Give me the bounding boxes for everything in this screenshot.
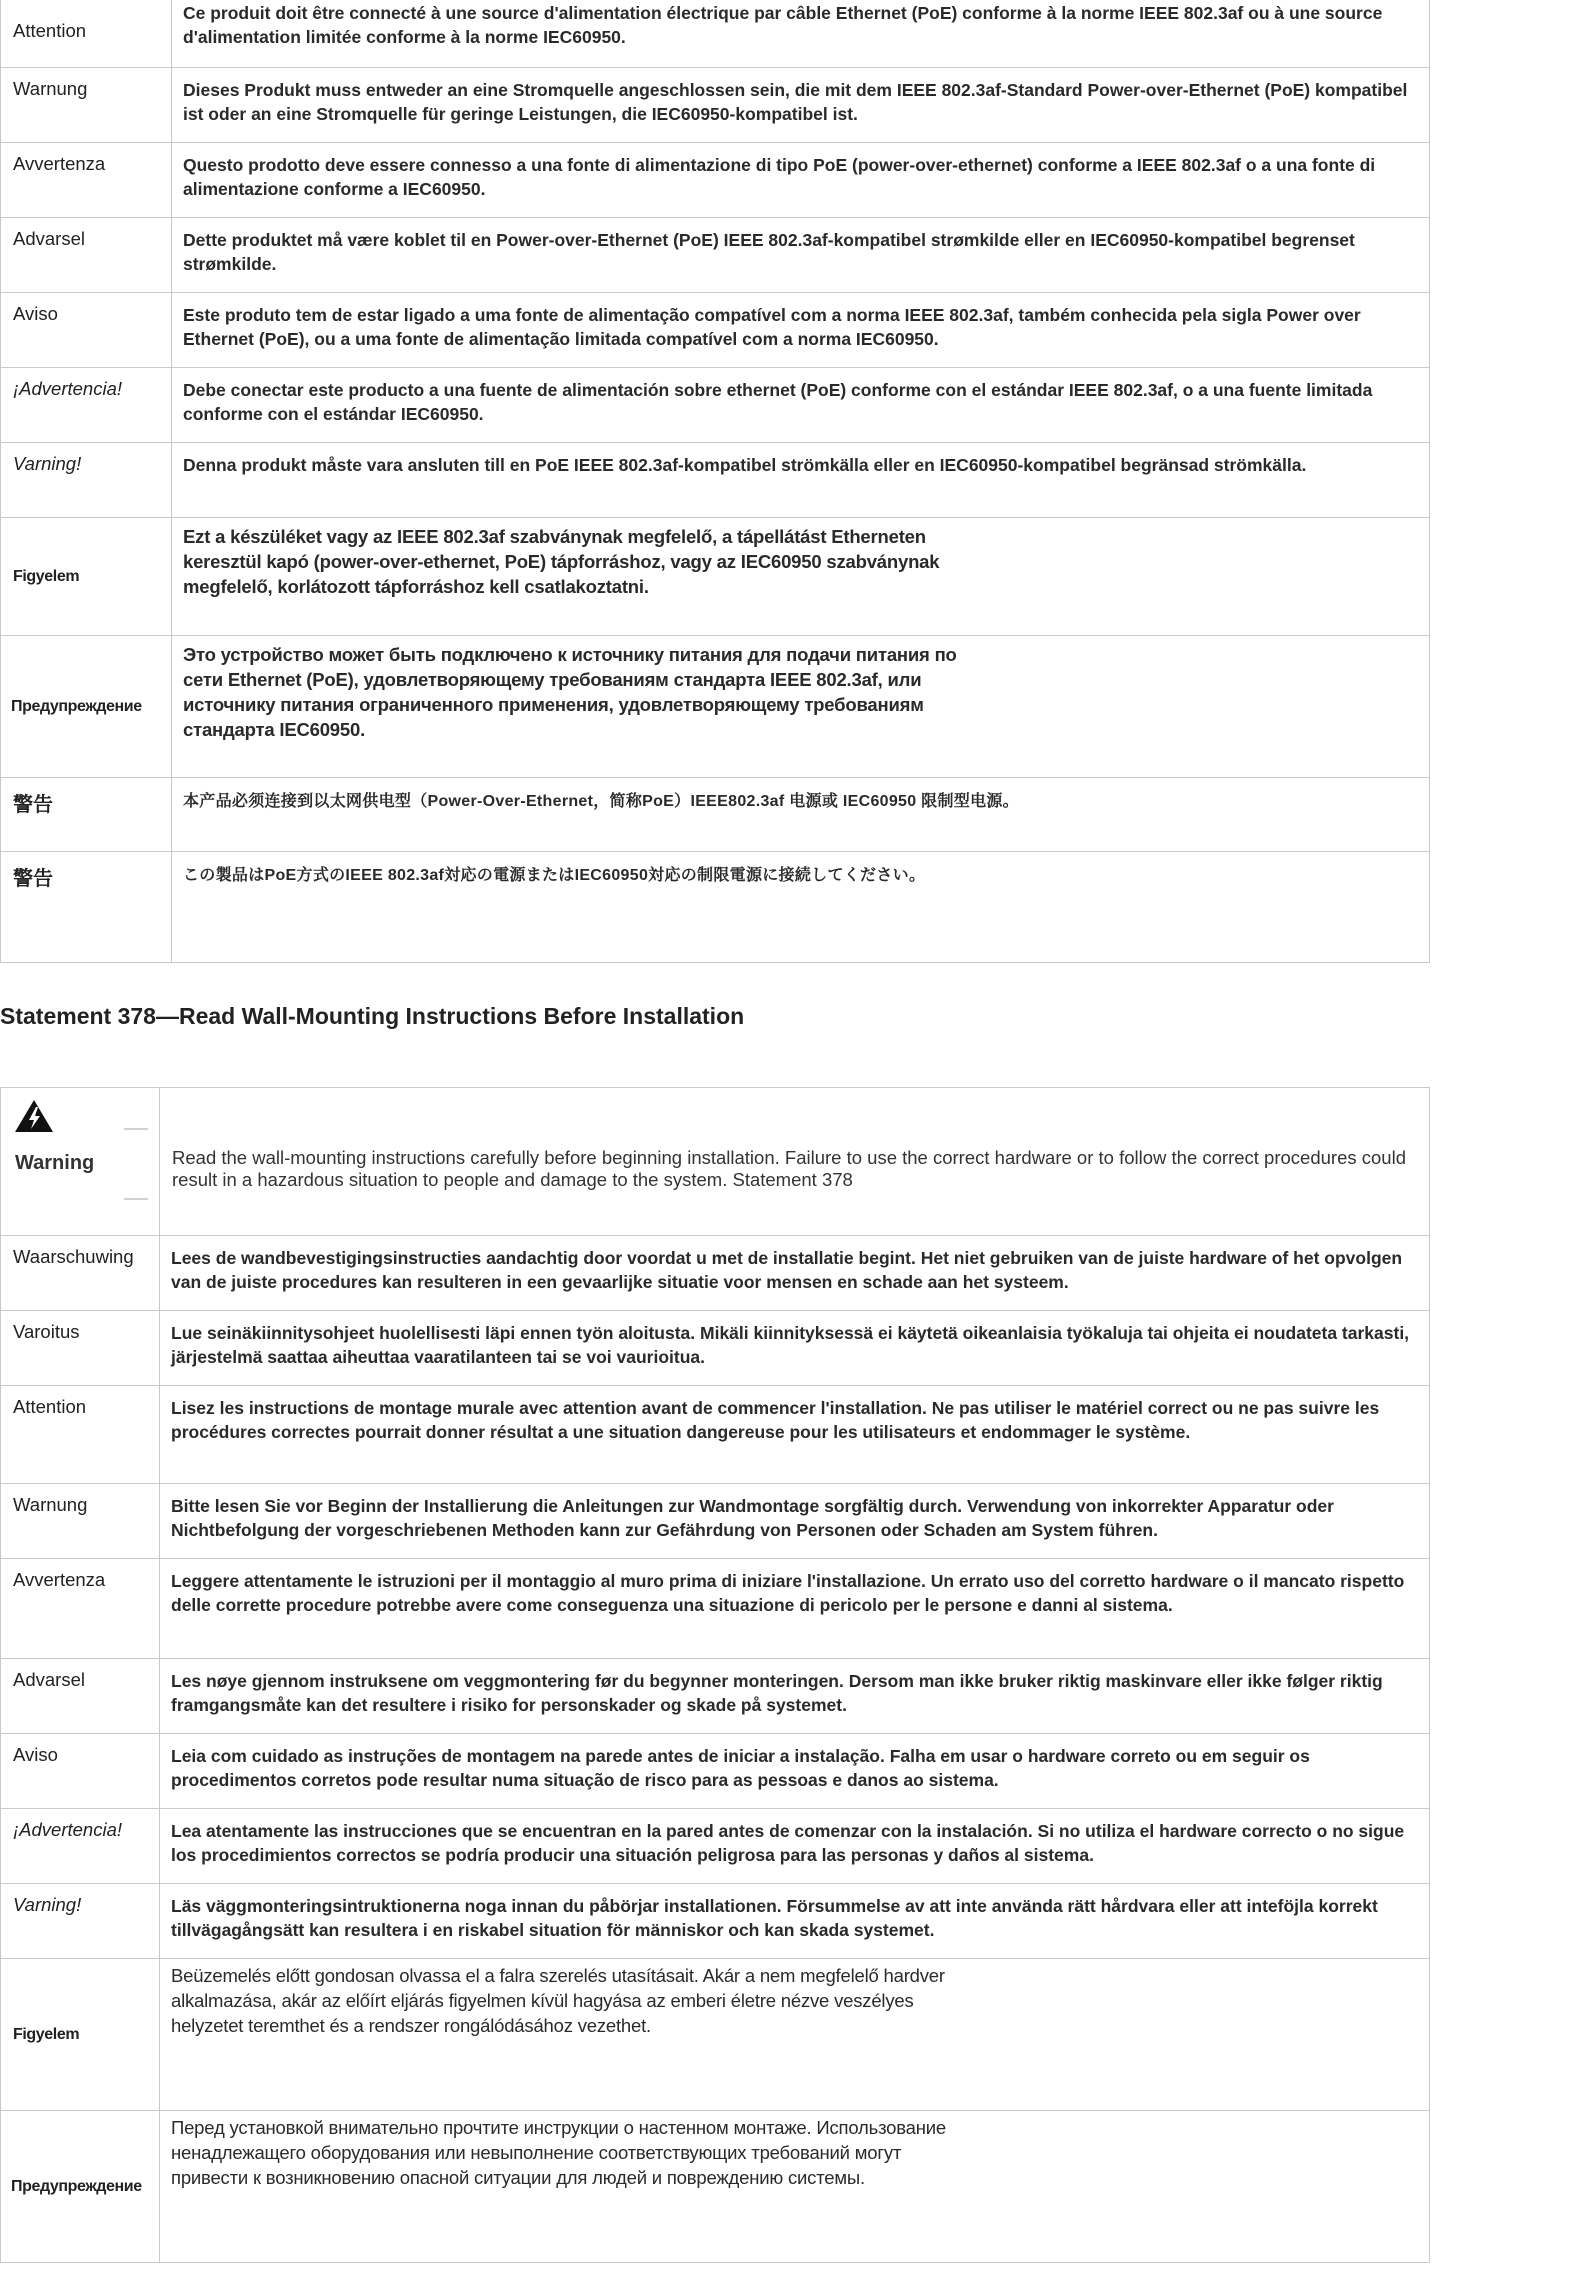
warning-text: Beüzemelés előtt gondosan olvassa el a falra szerelés utasításait. Akár a nem megfelelő hardver alkalmazása, akár az előírt eljárás figyelmen kívül hagyása az emberi életre nézve veszélyes helyzetet teremthet és a rendszer rongálódásához vezethet. xyxy=(160,1959,1430,2111)
table-row xyxy=(1,1959,1430,2111)
language-label: Varoitus xyxy=(1,1311,160,1386)
warning-text: Bitte lesen Sie vor Beginn der Installierung die Anleitungen zur Wandmontage sorgfältig durch. Verwendung von inkorrekter Apparatur oder Nichtbefolgung der vorgeschriebenen Methoden kann zur Gefährdung von Personen oder Schaden am System führen. xyxy=(160,1484,1430,1559)
language-label: Varning! xyxy=(1,443,172,518)
table-row xyxy=(1,1236,1430,1311)
table-row xyxy=(1,143,1430,218)
language-label: ¡Advertencia! xyxy=(1,1809,160,1884)
warning-text: Это устройство может быть подключено к источнику питания для подачи питания по сети Ethernet (PoE), удовлетворяющему требованиям стандарта IEEE 802.3af, или источнику питания ограниченного применения, удовлетворяющему требованиям стандарта IEC60950. xyxy=(172,636,1430,778)
table-row xyxy=(1,1484,1430,1559)
warning-triangle-icon xyxy=(13,1098,55,1139)
warning-text: Lisez les instructions de montage murale avec attention avant de commencer l'installation. Ne pas utiliser le matériel correct ou ne pas suivre les procédures correctes pourrait donner résultat a une situation dangereuse pour les utilisateurs et endommager le système. xyxy=(160,1386,1430,1484)
table-row xyxy=(1,1734,1430,1809)
statement-heading: Statement 378—Read Wall-Mounting Instructions Before Installation xyxy=(0,1003,745,1029)
divider xyxy=(124,1128,148,1130)
warning-text: Questo prodotto deve essere connesso a una fonte di alimentazione di tipo PoE (power-over-ethernet) conforme a IEEE 802.3af o a una fonte di alimentazione conforme a IEC60950. xyxy=(172,143,1430,218)
table-row xyxy=(1,1311,1430,1386)
warning-text: Lue seinäkiinnitysohjeet huolellisesti läpi ennen työn aloitusta. Mikäli kiinnityksessä ei käytetä oikeanlaisia työkaluja tai ohjeita ei noudateta tarkasti, järjestelmä saattaa aiheuttaa vaaratilanteen tai se voi vaurioitua. xyxy=(160,1311,1430,1386)
warning-text: Leggere attentamente le istruzioni per il montaggio al muro prima di iniziare l'installazione. Un errato uso del corretto hardware o il mancato rispetto delle corrette procedure potrebbe avere come conseguenza una situazione di pericolo per le persone e danni al sistema. xyxy=(160,1559,1430,1659)
language-label: Avvertenza xyxy=(1,143,172,218)
table-row xyxy=(1,1559,1430,1659)
language-label: Aviso xyxy=(1,1734,160,1809)
table-row xyxy=(1,1386,1430,1484)
table-row xyxy=(1,218,1430,293)
table-row xyxy=(1,443,1430,518)
table-row xyxy=(1,636,1430,778)
warning-text: 本产品必须连接到以太网供电型（Power-Over-Ethernet，简称PoE）IEEE802.3af 电源或 IEC60950 限制型电源。 xyxy=(172,778,1430,852)
table-row xyxy=(1,1659,1430,1734)
warning-text: Lees de wandbevestigingsinstructies aandachtig door voordat u met de installatie begint. Het niet gebruiken van de juiste hardware of het opvolgen van de juiste procedures kan resulteren in een gevaarlijke situatie voor mensen en schade aan het systeem. xyxy=(160,1236,1430,1311)
statement-378-table xyxy=(0,1087,1430,2263)
language-label: Warnung xyxy=(1,1484,160,1559)
warning-text: Ezt a készüléket vagy az IEEE 802.3af szabványnak megfelelő, a tápellátást Etherneten keresztül kapó (power-over-ethernet, PoE) tápforráshoz, vagy az IEC60950 szabványnak megfelelő, korlátozott tápforráshoz kell csatlakoztatni. xyxy=(172,518,1430,636)
table-row xyxy=(1,68,1430,143)
language-label: Warnung xyxy=(1,68,172,143)
warning-text: Read the wall-mounting instructions carefully before beginning installation. Failure to use the correct hardware or to follow the correct procedures could result in a hazardous situation to people and damage to the system. Statement 378 xyxy=(160,1088,1430,1236)
warning-text: Ce produit doit être connecté à une source d'alimentation électrique par câble Ethernet (PoE) conforme à la norme IEEE 802.3af ou à une source d'alimentation limitée conforme à la norme IEC60950. xyxy=(172,0,1430,68)
warning-text: Dieses Produkt muss entweder an eine Stromquelle angeschlossen sein, die mit dem IEEE 802.3af-Standard Power-over-Ethernet (PoE) kompatibel ist oder an eine Stromquelle für geringe Leistungen, die IEC60950-kompatibel ist. xyxy=(172,68,1430,143)
warning-text: Dette produktet må være koblet til en Power-over-Ethernet (PoE) IEEE 802.3af-kompatibel strømkilde eller en IEC60950-kompatibel begrenset strømkilde. xyxy=(172,218,1430,293)
table-row xyxy=(1,293,1430,368)
language-label: Waarschuwing xyxy=(1,1236,160,1311)
table-row xyxy=(1,518,1430,636)
warning-label: Warning xyxy=(15,1152,95,1174)
language-label: Varning! xyxy=(1,1884,160,1959)
warning-text: Les nøye gjennom instruksene om veggmontering før du begynner monteringen. Dersom man ikke bruker riktig maskinvare eller ikke følger riktig framgangsmåte kan det resultere i risiko for personskader og skade på systemet. xyxy=(160,1659,1430,1734)
table-row xyxy=(1,778,1430,852)
table-row xyxy=(1,1809,1430,1884)
poe-warning-table xyxy=(0,0,1430,963)
language-label: 警告 xyxy=(1,778,172,852)
language-label: Attention xyxy=(1,0,172,68)
warning-text: Перед установкой внимательно прочтите инструкции о настенном монтаже. Использование ненадлежащего оборудования или невыполнение соответствующих требований могут привести к возникновению опасной ситуации для людей и повреждению системы. xyxy=(160,2111,1430,2263)
table-row xyxy=(1,2111,1430,2263)
table-row xyxy=(1,368,1430,443)
language-label: Предупреждение xyxy=(1,636,172,778)
language-label: Предупреждение xyxy=(1,2111,160,2263)
language-label: Attention xyxy=(1,1386,160,1484)
table-row xyxy=(1,0,1430,68)
divider xyxy=(124,1198,148,1200)
warning-text: Läs väggmonteringsintruktionerna noga innan du påbörjar installationen. Försummelse av att inte använda rätt hårdvara eller att inteföjla korrekt tillvägagångsätt kan resultera i en riskabel situation för människor och kan skada systemet. xyxy=(160,1884,1430,1959)
language-label: Figyelem xyxy=(1,1959,160,2111)
table-row xyxy=(1,852,1430,963)
warning-text: Lea atentamente las instrucciones que se encuentran en la pared antes de comenzar con la instalación. Si no utiliza el hardware correcto o no sigue los procedimientos correctos se podría producir una situación peligrosa para las personas y daños al sistema. xyxy=(160,1809,1430,1884)
table-row-warning xyxy=(1,1088,1430,1236)
warning-text: Debe conectar este producto a una fuente de alimentación sobre ethernet (PoE) conforme con el estándar IEEE 802.3af, o a una fuente limitada conforme con el estándar IEC60950. xyxy=(172,368,1430,443)
language-label: Advarsel xyxy=(1,1659,160,1734)
warning-text: この製品はPoE方式のIEEE 802.3af対応の電源またはIEC60950対応の制限電源に接続してください。 xyxy=(172,852,1430,963)
warning-text: Leia com cuidado as instruções de montagem na parede antes de iniciar a instalação. Falha em usar o hardware correto ou em seguir os procedimentos corretos pode resultar numa situação de risco para as pessoas e danos ao sistema. xyxy=(160,1734,1430,1809)
language-label: 警告 xyxy=(1,852,172,963)
table-row xyxy=(1,1884,1430,1959)
warning-text: Denna produkt måste vara ansluten till en PoE IEEE 802.3af-kompatibel strömkälla eller en IEC60950-kompatibel begränsad strömkälla. xyxy=(172,443,1430,518)
language-label: ¡Advertencia! xyxy=(1,368,172,443)
language-label: Avvertenza xyxy=(1,1559,160,1659)
warning-label-cell xyxy=(1,1088,160,1236)
language-label: Figyelem xyxy=(1,518,172,636)
language-label: Aviso xyxy=(1,293,172,368)
language-label: Advarsel xyxy=(1,218,172,293)
warning-text: Este produto tem de estar ligado a uma fonte de alimentação compatível com a norma IEEE 802.3af, também conhecida pela sigla Power over Ethernet (PoE), ou a uma fonte de alimentação limitada compatível com a norma IEC60950. xyxy=(172,293,1430,368)
